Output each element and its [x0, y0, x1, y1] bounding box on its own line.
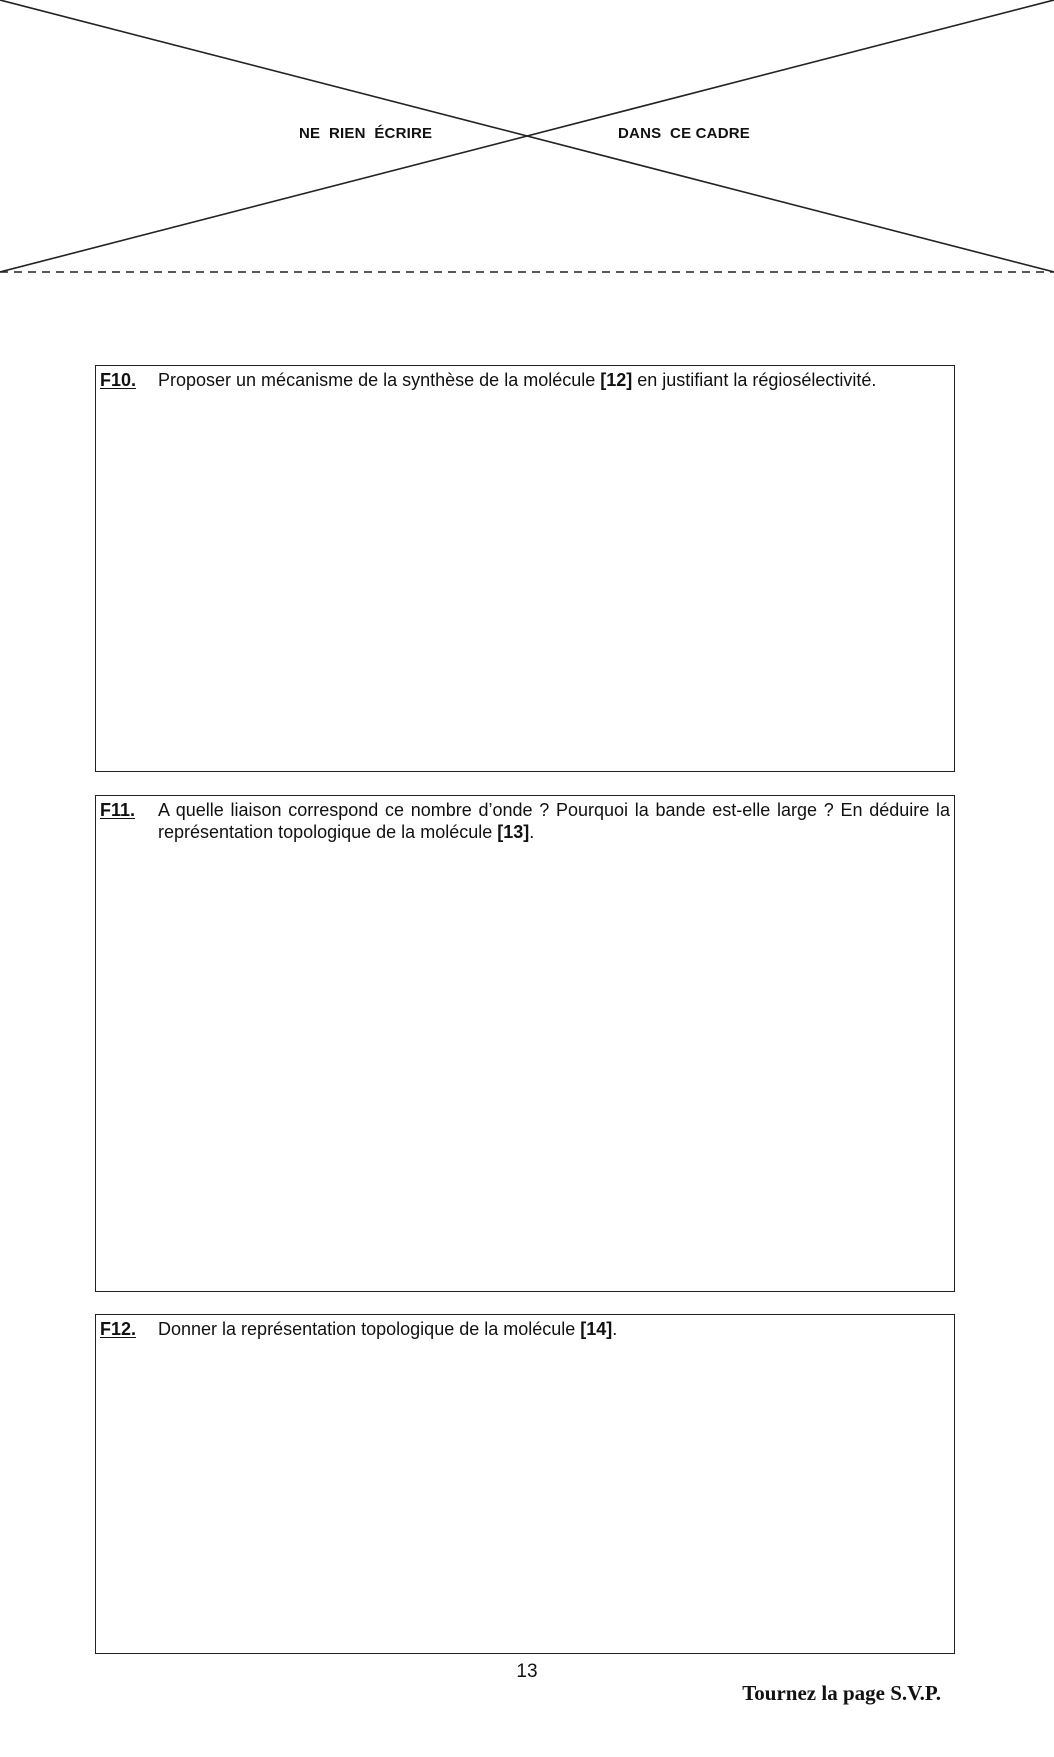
answer-box-f12[interactable]	[95, 1314, 955, 1654]
answer-box-f11[interactable]	[95, 795, 955, 1292]
question-header-f11	[96, 796, 954, 843]
no-write-label-right: DANS CE CADRE	[618, 125, 750, 142]
question-text: Proposer un mécanisme de la synthèse de la molécule [12] en justifiant la régiosélectivité.	[158, 370, 877, 390]
page-number: 13	[516, 1661, 538, 1682]
molecule-ref: [13]	[497, 822, 530, 842]
molecule-ref: [14]	[580, 1319, 613, 1339]
question-text: A quelle liaison correspond ce nombre d’onde ? Pourquoi la bande est-elle large ? En déduire la représentation topologique de la molécule [13].	[158, 800, 950, 842]
question-number: F11.	[100, 800, 136, 820]
turn-page-note: Tournez la page S.V.P.	[742, 1681, 941, 1705]
question-text: Donner la représentation topologique de la molécule [14].	[158, 1319, 618, 1339]
question-number: F10.	[100, 370, 137, 390]
question-number: F12.	[100, 1319, 137, 1339]
molecule-ref: [12]	[600, 370, 633, 390]
question-header-f10	[96, 366, 954, 391]
answer-box-f10[interactable]	[95, 365, 955, 772]
question-header-f12	[96, 1315, 954, 1340]
no-write-zone-cross	[0, 0, 1054, 280]
no-write-label-left: NE RIEN ÉCRIRE	[299, 125, 433, 142]
